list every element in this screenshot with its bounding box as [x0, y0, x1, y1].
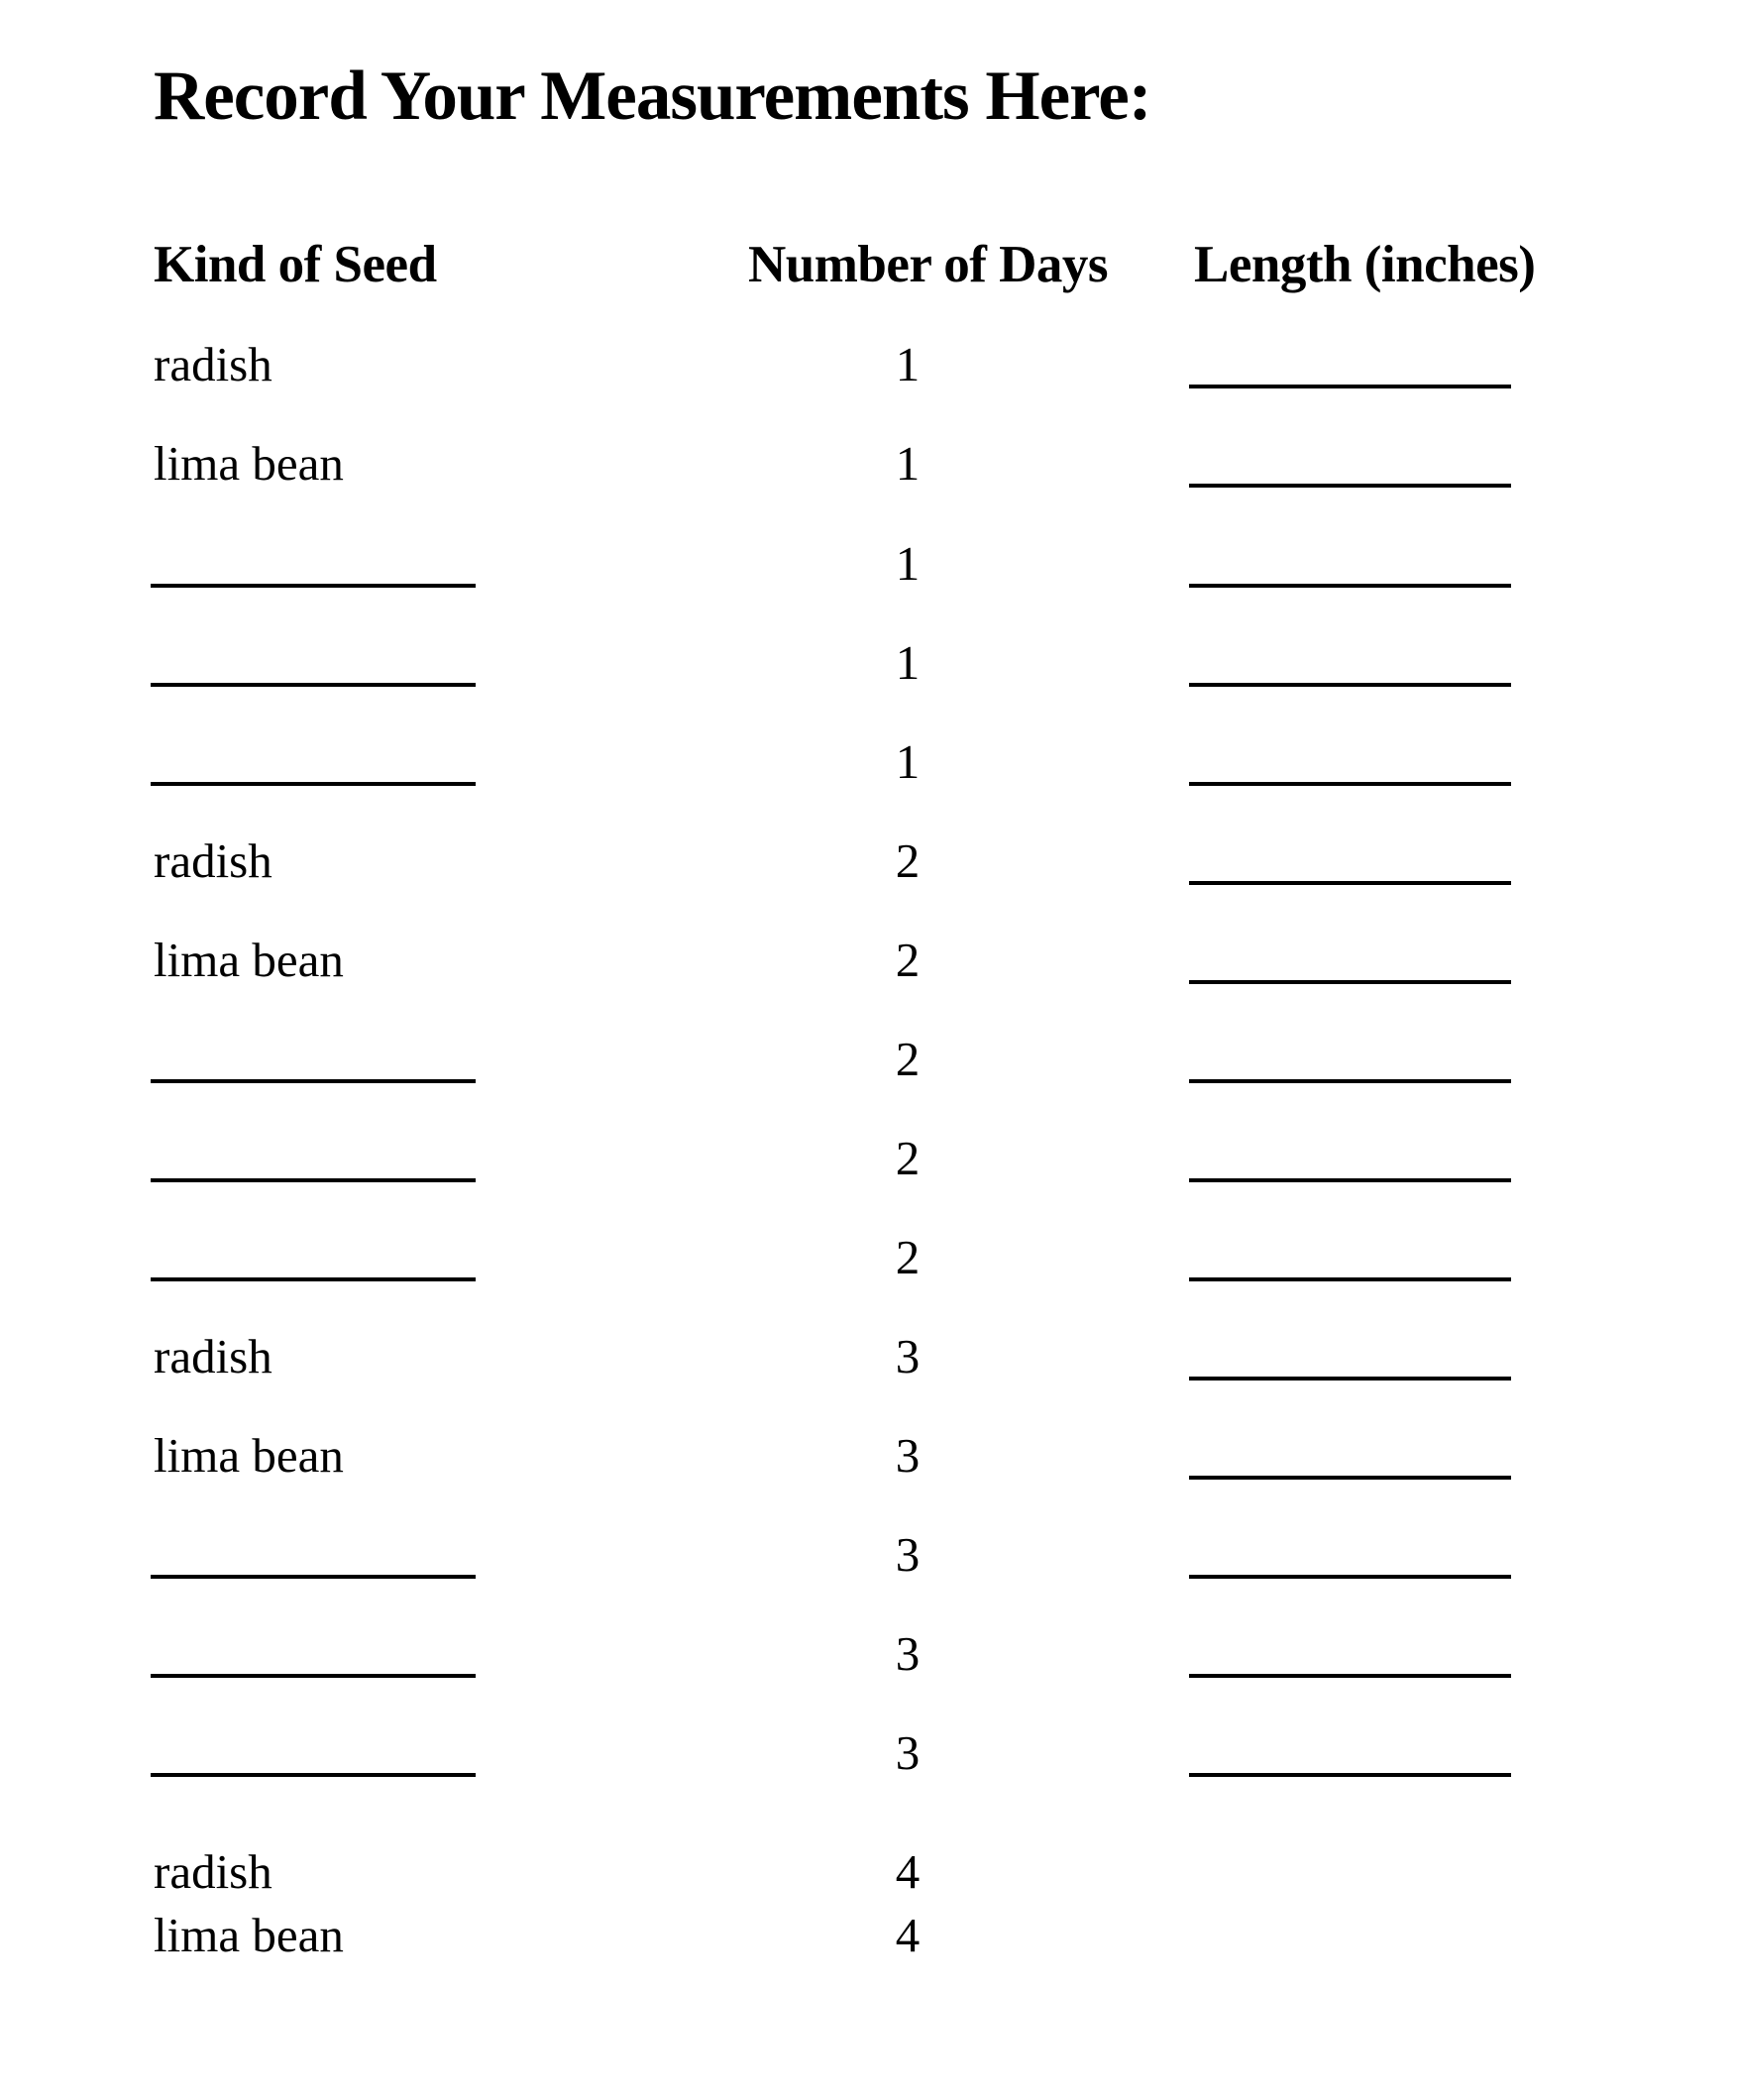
seed-name: radish [154, 337, 272, 391]
seed-name: radish [154, 833, 272, 888]
days-value: 2 [895, 933, 921, 987]
days-value: 2 [895, 1131, 921, 1185]
seed-write-in-line [151, 1079, 476, 1083]
column-header-number-of-days: Number of Days [748, 236, 1109, 293]
length-write-in-line [1189, 385, 1511, 388]
seed-write-in-line [151, 683, 476, 687]
seed-name: radish [154, 1329, 272, 1383]
page-title: Record Your Measurements Here: [154, 57, 1151, 135]
days-value: 3 [895, 1428, 921, 1483]
seed-write-in-line [151, 1575, 476, 1579]
seed-name: radish [154, 1844, 272, 1899]
days-value: 4 [895, 1844, 921, 1899]
seed-write-in-line [151, 1674, 476, 1678]
length-write-in-line [1189, 1476, 1511, 1480]
days-value: 1 [895, 536, 921, 591]
length-write-in-line [1189, 1178, 1511, 1182]
column-header-length-inches: Length (inches) [1194, 236, 1536, 293]
length-write-in-line [1189, 980, 1511, 984]
days-value: 3 [895, 1527, 921, 1582]
days-value: 1 [895, 337, 921, 391]
length-write-in-line [1189, 1773, 1511, 1777]
seed-name: lima bean [154, 1908, 344, 1962]
seed-name: lima bean [154, 1428, 344, 1483]
length-write-in-line [1189, 1277, 1511, 1281]
days-value: 1 [895, 436, 921, 491]
length-write-in-line [1189, 1674, 1511, 1678]
days-value: 2 [895, 833, 921, 888]
length-write-in-line [1189, 584, 1511, 588]
days-value: 3 [895, 1329, 921, 1383]
days-value: 3 [895, 1725, 921, 1780]
length-write-in-line [1189, 1377, 1511, 1381]
length-write-in-line [1189, 782, 1511, 786]
length-write-in-line [1189, 1575, 1511, 1579]
days-value: 2 [895, 1230, 921, 1284]
days-value: 3 [895, 1626, 921, 1681]
length-write-in-line [1189, 881, 1511, 885]
column-header-kind-of-seed: Kind of Seed [154, 236, 437, 293]
days-value: 1 [895, 734, 921, 789]
days-value: 4 [895, 1908, 921, 1962]
length-write-in-line [1189, 484, 1511, 488]
length-write-in-line [1189, 683, 1511, 687]
seed-write-in-line [151, 1773, 476, 1777]
seed-name: lima bean [154, 436, 344, 491]
days-value: 2 [895, 1032, 921, 1086]
days-value: 1 [895, 635, 921, 690]
seed-write-in-line [151, 1178, 476, 1182]
seed-write-in-line [151, 584, 476, 588]
seed-write-in-line [151, 1277, 476, 1281]
seed-name: lima bean [154, 933, 344, 987]
seed-write-in-line [151, 782, 476, 786]
length-write-in-line [1189, 1079, 1511, 1083]
